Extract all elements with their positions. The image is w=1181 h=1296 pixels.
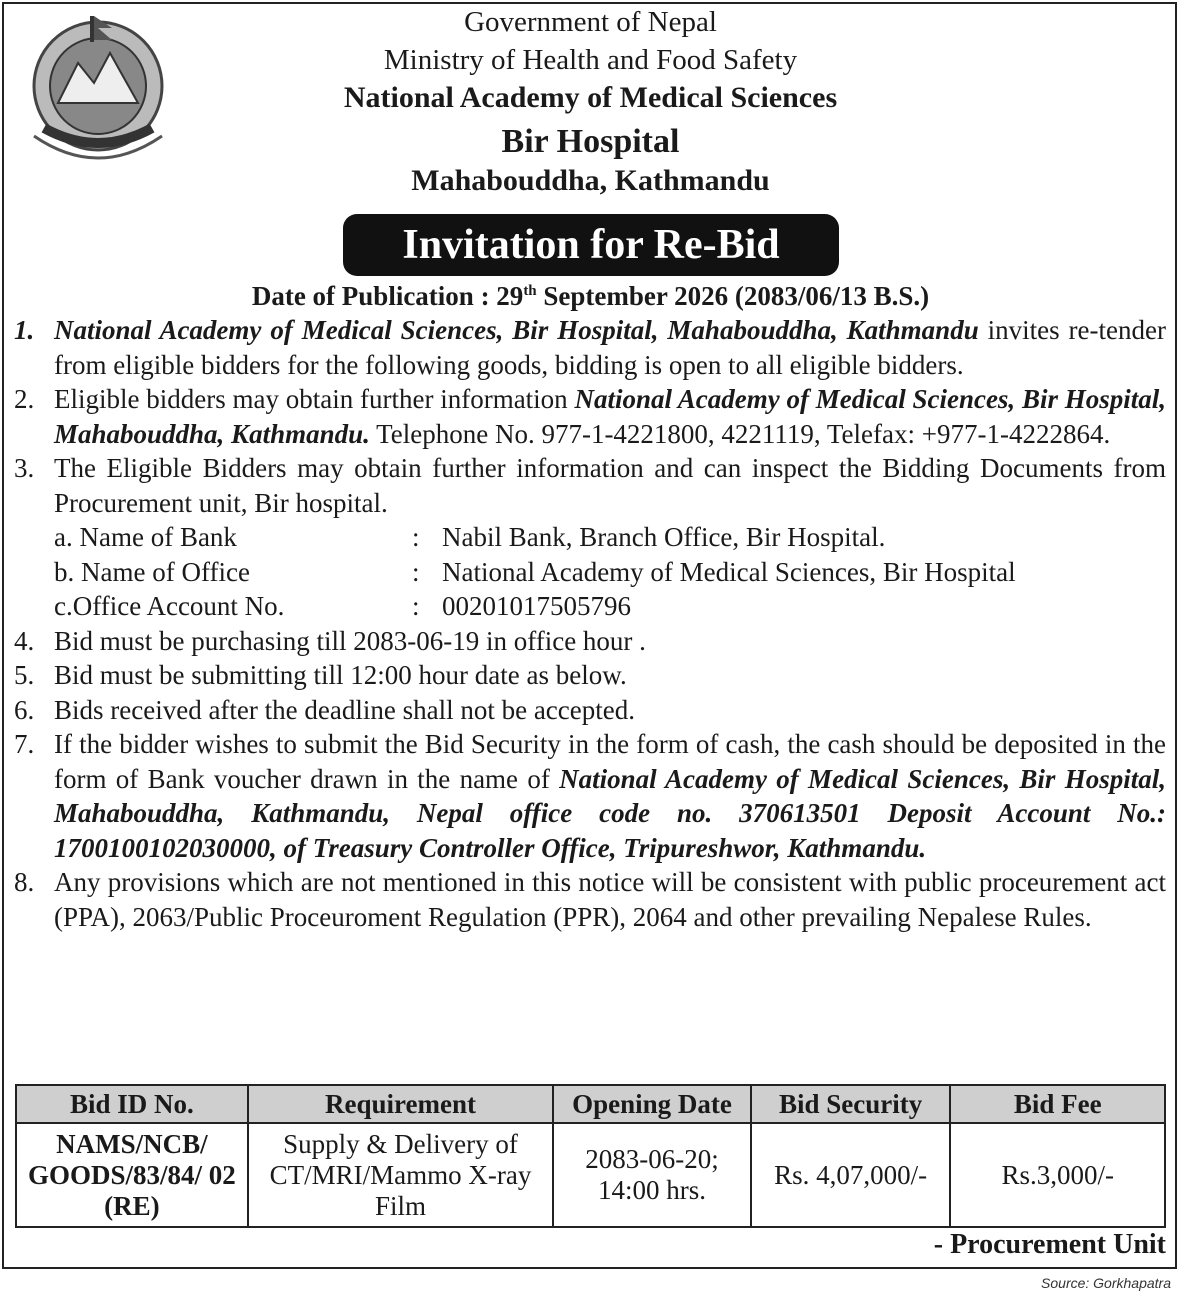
bank-label: c.Office Account No. xyxy=(54,591,285,621)
column-header: Bid ID No. xyxy=(16,1085,248,1123)
item-bold: National Academy of Medical Sciences, Bir Hospital, Mahabouddha, Kathmandu, Nepal office code no. 370613501 Deposit Account No.: 1700100102030000, of Treasury Controller Office, Tripureshwor, Kathmandu. xyxy=(54,763,1166,863)
column-header: Bid Security xyxy=(751,1085,951,1123)
signoff: - Procurement Unit xyxy=(933,1229,1166,1260)
publication-date: Date of Publication : 29th September 2026 (2083/06/13 B.S.) xyxy=(251,281,930,311)
item-text: Bid must be submitting till 12:00 hour date as below. xyxy=(54,660,627,690)
item-text: Telephone No. 977-1-4221800, 4221119, Telefax: +977-1-4222864. xyxy=(369,418,1111,449)
notice-title: Invitation for Re-Bid xyxy=(343,214,839,276)
list-item xyxy=(14,727,1166,865)
list-item xyxy=(14,693,1166,728)
list-item xyxy=(14,624,1166,659)
bank-value: National Academy of Medical Sciences, Bir Hospital xyxy=(442,556,1016,587)
column-header: Requirement xyxy=(248,1085,553,1123)
column-header: Opening Date xyxy=(553,1085,751,1123)
item-text: The Eligible Bidders may obtain further information and can inspect the Bidding Documents from Procurement unit, Bir hospital. xyxy=(54,453,1166,518)
hospital-name: Bir Hospital xyxy=(501,123,680,160)
bank-sep: : xyxy=(412,556,420,587)
item-text: Bid must be purchasing till 2083-06-19 in office hour . xyxy=(54,625,646,656)
item-number: 8. xyxy=(14,867,35,897)
item-number: 2. xyxy=(14,384,35,414)
requirement-cell: Supply & Delivery of CT/MRI/Mammo X-ray Film xyxy=(248,1123,553,1227)
bank-label: b. Name of Office xyxy=(54,556,250,587)
bid-fee-cell: Rs.3,000/- xyxy=(950,1123,1165,1227)
item-number: 5. xyxy=(14,660,35,690)
bid-security-cell: Rs. 4,07,000/- xyxy=(751,1123,951,1227)
hospital-location: Mahabouddha, Kathmandu xyxy=(411,164,770,197)
notice-body xyxy=(14,313,1166,934)
item-bold: National Academy of Medical Sciences, Bir Hospital, Mahabouddha, Kathmandu xyxy=(54,315,979,345)
bank-details xyxy=(54,520,1166,624)
list-item xyxy=(14,658,1166,693)
bank-value: 00201017505796 xyxy=(442,591,631,621)
item-number: 6. xyxy=(14,694,35,725)
item-text: Any provisions which are not mentioned in this notice will be consistent with public proceurement act (PPA), 2063/Public Proceuroment Regulation (PPR), 2064 and other prevailing Nepalese Rules. xyxy=(54,867,1166,932)
academy-name: National Academy of Medical Sciences xyxy=(343,81,838,114)
table-header-row xyxy=(16,1085,1165,1123)
bank-sep: : xyxy=(412,522,420,552)
table-row xyxy=(16,1123,1165,1227)
list-item xyxy=(14,382,1166,451)
item-number: 7. xyxy=(14,729,35,759)
government-name: Government of Nepal xyxy=(464,6,717,38)
item-number: 4. xyxy=(14,625,35,656)
list-item xyxy=(14,313,1166,382)
item-bold: National Academy of Medical Sciences, Bir Hospital, Mahabouddha, Kathmandu. xyxy=(54,384,1166,449)
item-number: 1. xyxy=(14,315,35,345)
ministry-name: Ministry of Health and Food Safety xyxy=(383,44,798,76)
item-text: invites re-tender from eligible bidders for the following goods, bidding is open to all eligible bidders. xyxy=(54,315,1166,380)
bid-id-cell: NAMS/NCB/ GOODS/83/84/ 02 (RE) xyxy=(16,1123,248,1227)
item-text: Bids received after the deadline shall not be accepted. xyxy=(54,694,635,725)
item-text: If the bidder wishes to submit the Bid Security in the form of cash, the cash should be deposited in the form of Bank voucher drawn in the name of xyxy=(54,729,1166,794)
list-item xyxy=(14,865,1166,934)
bank-sep: : xyxy=(412,591,420,621)
bank-value: Nabil Bank, Branch Office, Bir Hospital. xyxy=(442,522,886,552)
list-item xyxy=(14,451,1166,624)
bid-table xyxy=(15,1084,1166,1228)
opening-date-cell: 2083-06-20; 14:00 hrs. xyxy=(553,1123,751,1227)
column-header: Bid Fee xyxy=(950,1085,1165,1123)
item-number: 3. xyxy=(14,453,35,483)
bank-label: a. Name of Bank xyxy=(54,522,237,552)
source-credit: Source: Gorkhapatra xyxy=(1041,1275,1171,1291)
item-text: Eligible bidders may obtain further information xyxy=(54,384,575,414)
